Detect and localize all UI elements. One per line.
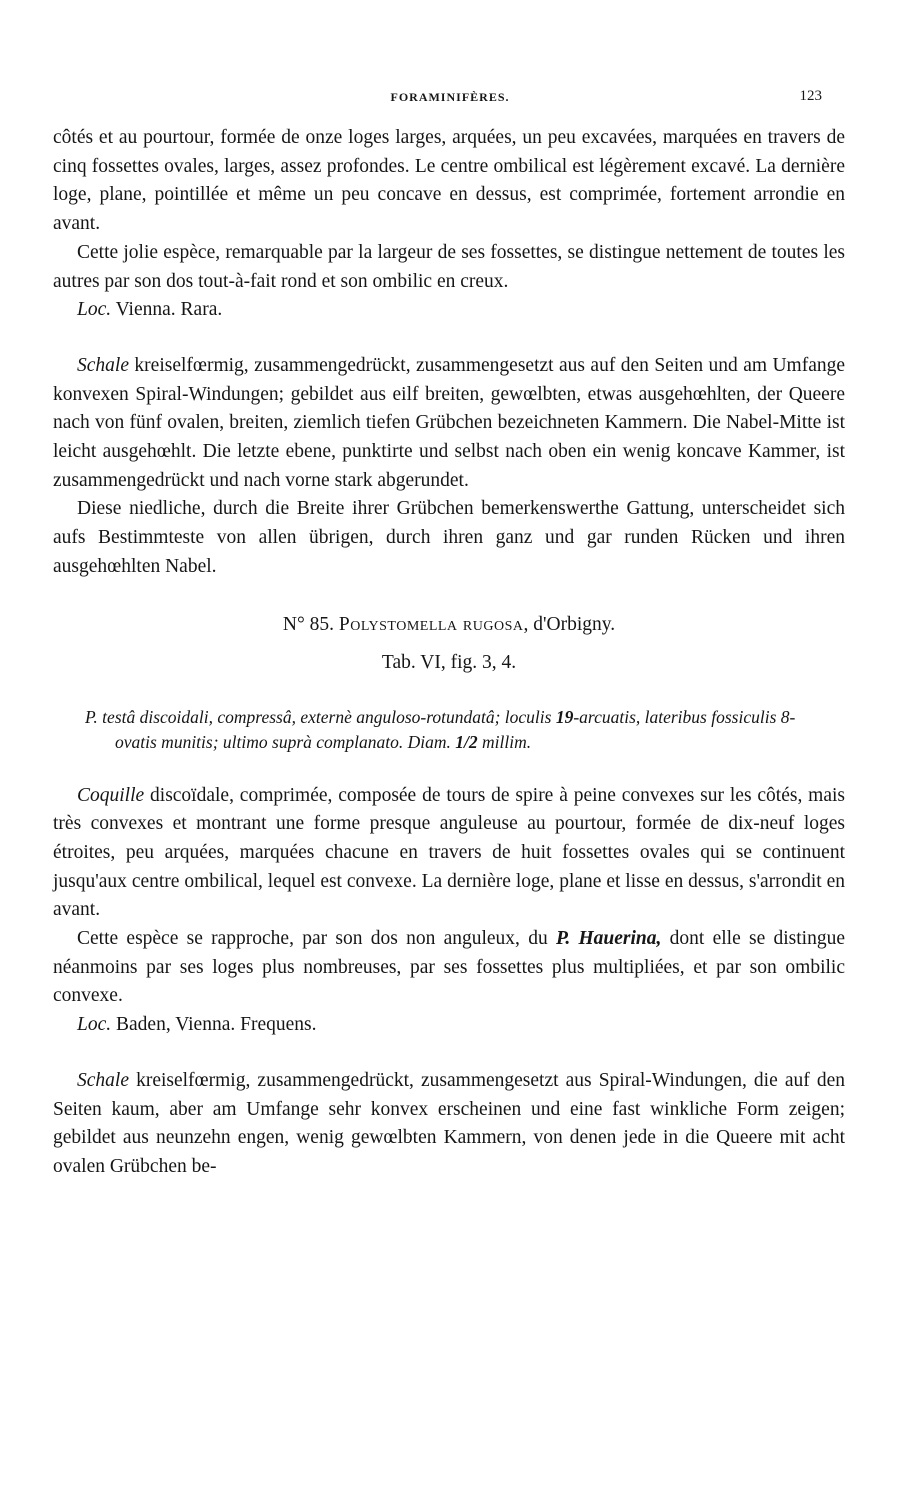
species-heading — [53, 610, 845, 640]
german-description-text: kreiselfœrmig, zusammengedrückt, zusammengesetzt aus auf den Seiten und am Umfange konvexen Spiral-Windungen; gebildet aus eilf breiten, gewœlbten, etwas ausgehœhlten, der Queere nach von fünf ovalen, breiten, ziemlich tiefen Grübchen bezeichneten Kammern. Die Nabel-Mitte ist leicht ausgehœhlt. Die letzte ebene, punktirte und selbst nach oben ein wenig koncave Kammer, ist zusammengedrückt und nach vorne stark abgerundet. — [53, 354, 845, 491]
locality-line — [53, 1011, 845, 1040]
paragraph-german-description — [53, 352, 845, 496]
french-lead-word: Coquille — [77, 784, 145, 806]
locality-text: Baden, Vienna. Frequens. — [111, 1014, 317, 1036]
paragraph-french-description — [53, 782, 845, 926]
locality-label: Loc. — [77, 299, 112, 321]
comparison-text: dont elle se distingue néanmoins par ses loges plus nombreuses, par ses fossettes plus multipliées, et par son ombilic convexe. — [53, 928, 846, 1007]
german-description-text: kreiselfœrmig, zusammengedrückt, zusammengesetzt aus Spiral-Windungen, die auf den Seiten kaum, aber am Umfange sehr konvex erscheinen und eine fast winkliche Form zeigen; gebildet aus neunzehn engen, wenig gewœlbten Kammern, von denen jede in die Queere mit acht ovalen Grübchen be- — [53, 1069, 845, 1177]
section-gap — [53, 1040, 845, 1067]
paragraph-german-description-2 — [53, 1067, 845, 1182]
latin-count-loculi: 19 — [555, 706, 574, 727]
latin-count-fossiculi: 8 — [780, 706, 790, 727]
paragraph-french-description-end: côtés et au pourtour, formée de onze loges larges, arquées, un peu excavées, marquées en travers de cinq fossettes ovales, larges, assez profondes. Le centre ombilical est légèrement excavé. La dernière loge, plane, pointillée et même un peu concave en dessus, est comprimée, fortement arrondie en avant. — [53, 127, 845, 235]
comparison-species: P. Hauerina, — [555, 928, 662, 950]
german-lead-word: Schale — [77, 354, 129, 376]
page-number: 123 — [799, 88, 822, 104]
section-gap — [53, 582, 845, 610]
section-gap — [53, 325, 845, 352]
species-name: Polystomella rugosa — [338, 613, 524, 635]
plate-reference: Tab. VI, fig. 3, 4. — [381, 651, 517, 673]
section-gap — [53, 755, 845, 782]
section-gap — [53, 678, 845, 705]
paragraph-french-comparison — [53, 925, 845, 1011]
latin-diagnosis-part: P. testâ discoidali, compressâ, externè anguloso-rotundatâ; loculis — [85, 706, 552, 727]
locality-text: Vienna. Rara. — [111, 299, 223, 321]
german-lead-word: Schale — [77, 1069, 129, 1091]
latin-diagnosis-unit: millim. — [482, 731, 532, 752]
comparison-text: Cette espèce se rapproche, par son dos non anguleux, du — [77, 928, 548, 950]
locality-label: Loc. — [77, 1014, 112, 1036]
latin-diagnosis-part: -arcuatis, lateribus fossiculis — [573, 706, 777, 727]
french-description-text: discoïdale, comprimée, composée de tours de spire à peine convexes sur les côtés, mais très convexes et montrant une forme presque anguleuse au pourtour, formée de dix-neuf loges étroites, peu arquées, marquées chacune en travers de huit fossettes ovales qui se continuent jusqu'aux centre ombilical, lequel est convexe. La dernière loge, plane et lisse en dessus, s'arrondit en avant. — [53, 784, 845, 921]
locality-line — [53, 296, 845, 325]
latin-diagnosis-part: -ovatis munitis; ultimo suprà complanato. Diam. — [115, 706, 796, 752]
latin-diagnosis — [53, 705, 845, 755]
species-number: N° 85. — [282, 613, 335, 635]
running-title: FORAMINIFÈRES. — [390, 90, 510, 104]
page-header — [0, 90, 900, 114]
page-body — [53, 124, 845, 1182]
species-author: , d'Orbigny. — [523, 613, 616, 635]
paragraph-french-remark: Cette jolie espèce, remarquable par la largeur de ses fossettes, se distingue nettement de toutes les autres par son dos tout-à-fait rond et son ombilic en creux. — [53, 241, 845, 292]
paragraph-german-remark: Diese niedliche, durch die Breite ihrer Grübchen bemerkenswerthe Gattung, unterscheidet sich aufs Bestimmteste von allen übrigen, durch ihren ganz und gar runden Rücken und ihren ausgehœhlten Nabel. — [53, 498, 845, 577]
latin-diameter-value: 1/2 — [455, 731, 478, 752]
